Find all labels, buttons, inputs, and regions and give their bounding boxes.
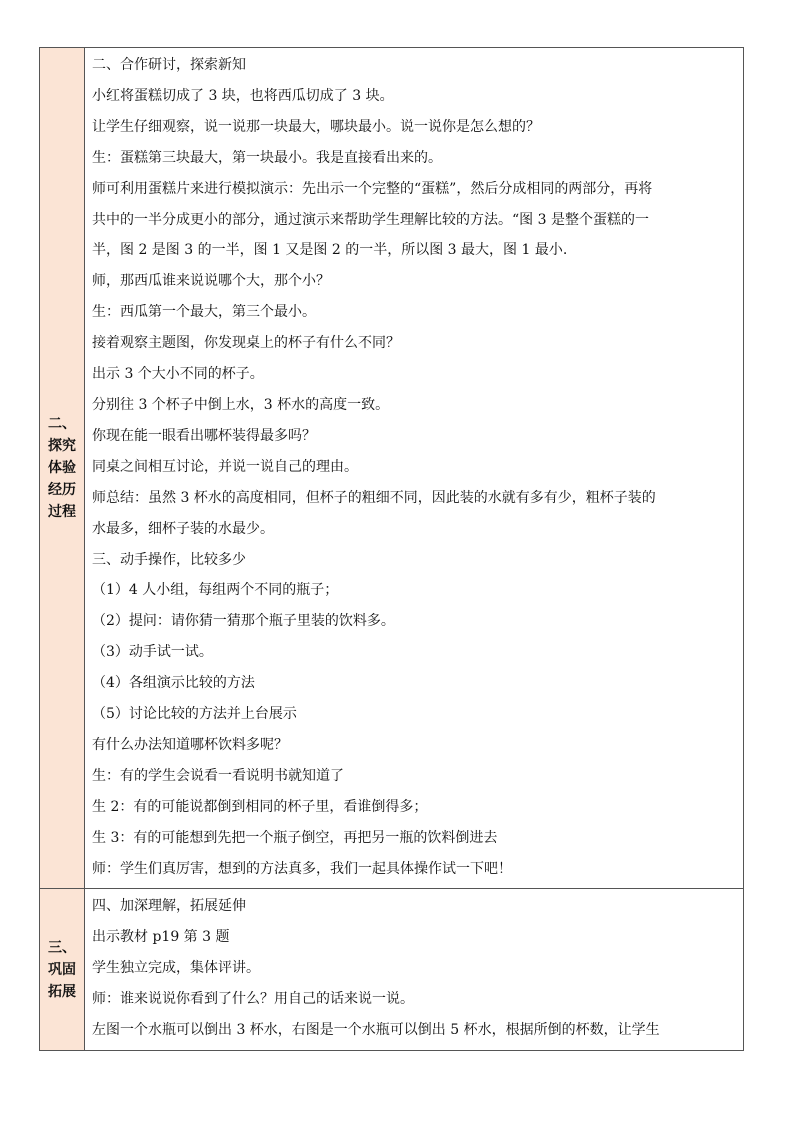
section-label-line: 巩固 bbox=[48, 961, 76, 978]
content-line: 接着观察主题图，你发现桌上的杯子有什么不同？ bbox=[92, 335, 400, 352]
section-label-line: 二、 bbox=[48, 416, 76, 433]
content-line: 三、动手操作，比较多少 bbox=[92, 551, 246, 568]
content-line: 师可利用蛋糕片来进行模拟演示：先出示一个完整的“蛋糕”，然后分成相同的两部分，再将 bbox=[92, 180, 653, 197]
content-line: （5）讨论比较的方法并上台展示 bbox=[92, 706, 297, 723]
content-line: 生 3：有的可能想到先把一个瓶子倒空，再把另一瓶的饮料倒进去 bbox=[92, 829, 498, 846]
section-label-line: 拓展 bbox=[48, 983, 76, 1000]
section-row-explore bbox=[40, 48, 744, 889]
content-line: 你现在能一眼看出哪杯装得最多吗？ bbox=[92, 427, 316, 444]
section-label-explore bbox=[40, 48, 85, 889]
content-line: （4）各组演示比较的方法 bbox=[92, 675, 255, 692]
content-line: 让学生仔细观察，说一说那一块最大，哪块最小。说一说你是怎么想的？ bbox=[92, 118, 540, 135]
content-line: 分别往 3 个杯子中倒上水，3 杯水的高度一致。 bbox=[92, 396, 390, 413]
lesson-plan-table bbox=[39, 47, 744, 1051]
content-line: 小红将蛋糕切成了 3 块，也将西瓜切成了 3 块。 bbox=[92, 87, 394, 104]
content-line: 半，图 2 是图 3 的一半，图 1 又是图 2 的一半，所以图 3 最大，图 1 最小. bbox=[92, 242, 568, 259]
content-line: 共中的一半分成更小的部分，通过演示来帮助学生理解比较的方法。“图 3 是整个蛋糕的一 bbox=[92, 211, 649, 228]
content-line: 师，那西瓜谁来说说哪个大，那个小？ bbox=[92, 273, 330, 290]
content-line: 有什么办法知道哪杯饮料多呢？ bbox=[92, 736, 288, 753]
section-label-line: 三、 bbox=[48, 939, 76, 956]
section-label-line: 探究 bbox=[48, 438, 76, 455]
section-content-explore bbox=[85, 48, 744, 889]
content-line: 左图一个水瓶可以倒出 3 杯水，右图是一个水瓶可以倒出 5 杯水，根据所倒的杯数，让学生 bbox=[92, 1022, 660, 1039]
content-line: （2）提问：请你猜一猜那个瓶子里装的饮料多。 bbox=[92, 613, 395, 630]
section-label-line: 过程 bbox=[48, 504, 76, 521]
content-line: 学生独立完成，集体评讲。 bbox=[92, 960, 260, 977]
content-line: 师：谁来说说你看到了什么？用自己的话来说一说。 bbox=[92, 991, 414, 1008]
content-line: 师总结：虽然 3 杯水的高度相同，但杯子的粗细不同，因此装的水就有多有少，粗杯子装的 bbox=[92, 489, 656, 506]
content-line: 同桌之间相互讨论，并说一说自己的理由。 bbox=[92, 458, 358, 475]
content-line: （3）动手试一试。 bbox=[92, 644, 213, 661]
section-content-consolidate bbox=[85, 889, 744, 1051]
content-line: 生：蛋糕第三块最大，第一块最小。我是直接看出来的。 bbox=[92, 149, 442, 166]
content-line: （1）4 人小组，每组两个不同的瓶子； bbox=[92, 582, 339, 599]
content-line: 生 2：有的可能说都倒到相同的杯子里，看谁倒得多； bbox=[92, 798, 428, 815]
content-line: 生：西瓜第一个最大，第三个最小。 bbox=[92, 304, 316, 321]
content-line: 水最多，细杯子装的水最少。 bbox=[92, 520, 274, 537]
section-row-consolidate bbox=[40, 889, 744, 1051]
section-label-line: 体验 bbox=[48, 460, 76, 477]
content-line: 师：学生们真厉害，想到的方法真多，我们一起具体操作试一下吧！ bbox=[92, 860, 512, 877]
content-line: 四、加深理解，拓展延伸 bbox=[92, 898, 246, 915]
content-line: 出示教材 p19 第 3 题 bbox=[92, 929, 230, 946]
content-line: 生：有的学生会说看一看说明书就知道了 bbox=[92, 767, 344, 784]
section-label-line: 经历 bbox=[48, 482, 76, 499]
content-line: 出示 3 个大小不同的杯子。 bbox=[92, 366, 264, 383]
section-label-consolidate bbox=[40, 889, 85, 1051]
content-line: 二、合作研讨，探索新知 bbox=[92, 57, 246, 73]
